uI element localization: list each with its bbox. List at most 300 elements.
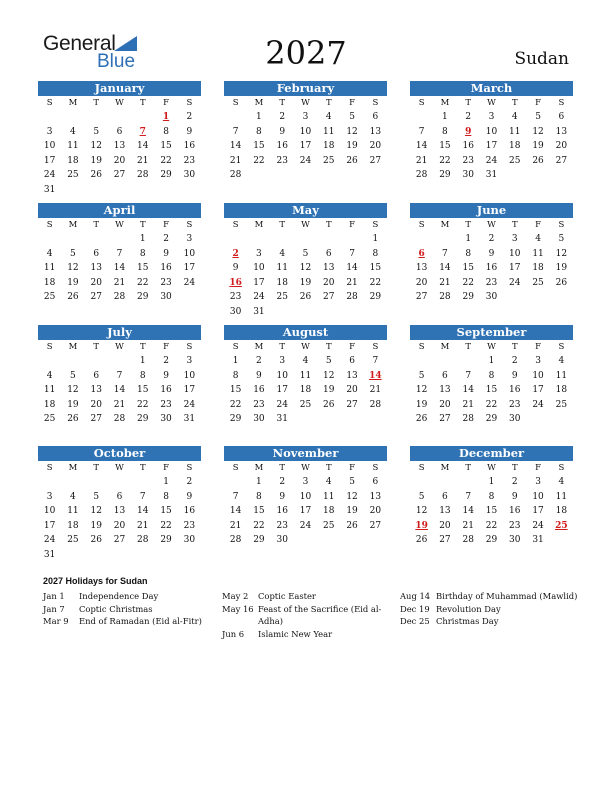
weekday-label: S: [418, 463, 425, 473]
holiday-date: Aug 14: [400, 591, 431, 601]
day-cell: 16: [509, 385, 521, 396]
day-cell: 29: [229, 414, 242, 425]
weekday-label: F: [349, 98, 356, 108]
day-cell: 6: [325, 248, 332, 259]
holiday-date: Jun 6: [222, 628, 245, 639]
day-cell: 16: [253, 385, 265, 396]
day-cell: 3: [488, 112, 495, 122]
weekday-label: F: [535, 98, 542, 108]
day-cell: 9: [511, 491, 518, 502]
day-cell: 12: [323, 370, 335, 381]
day-cell: 2: [163, 234, 169, 244]
day-cell: 1: [372, 234, 379, 244]
day-cell: 10: [532, 370, 544, 381]
weekday-header: [224, 218, 387, 232]
day-cell: 11: [276, 263, 288, 274]
empty-day-cell: [340, 232, 363, 247]
weekday-label: W: [301, 463, 310, 473]
day-cell: 1: [163, 477, 169, 487]
day-cell: 3: [46, 126, 53, 137]
day-cell: 19: [90, 155, 102, 166]
day-cell: 15: [160, 141, 172, 152]
day-grid: [410, 110, 573, 183]
weekday-label: M: [440, 98, 450, 108]
day-cell: 25: [555, 399, 568, 410]
weekday-label: S: [232, 463, 239, 473]
day-cell: 25: [323, 155, 335, 166]
day-cell: 2: [488, 234, 495, 244]
weekday-label: F: [163, 98, 170, 108]
day-cell: 25: [323, 520, 335, 531]
day-cell: 30: [183, 170, 196, 181]
weekday-label: F: [349, 220, 356, 230]
weekday-label: T: [139, 98, 146, 108]
day-cell: 15: [229, 385, 242, 396]
day-cell: 3: [302, 112, 309, 122]
day-cell: 30: [509, 535, 521, 546]
month-header: October: [38, 446, 201, 461]
day-cell: 30: [160, 292, 172, 303]
day-cell: 11: [323, 126, 335, 137]
weekday-label: W: [301, 342, 310, 352]
day-cell: 6: [442, 491, 448, 502]
day-cell: 17: [532, 506, 544, 517]
day-cell: 26: [415, 535, 428, 546]
day-cell: 24: [509, 277, 521, 288]
day-cell: 20: [113, 520, 126, 531]
day-cell: 20: [90, 399, 102, 410]
empty-day-cell: [433, 354, 456, 369]
day-cell: 5: [325, 356, 332, 366]
holiday-date: Jan 1: [43, 591, 65, 601]
weekday-label: M: [254, 98, 264, 108]
day-cell: 24: [276, 399, 288, 410]
holiday-name: End of Ramadan (Eid al-Fitr): [79, 616, 202, 626]
day-cell: 27: [90, 414, 102, 425]
day-cell: 9: [511, 370, 518, 381]
weekday-label: T: [465, 463, 472, 473]
weekday-label: S: [558, 463, 565, 473]
day-cell: 14: [113, 263, 126, 274]
day-cell: 15: [439, 141, 451, 152]
day-cell: 24: [299, 155, 312, 166]
weekday-label: S: [232, 98, 239, 108]
weekday-label: T: [465, 342, 472, 352]
day-cell: 17: [276, 385, 288, 396]
holiday-name: Christmas Day: [436, 616, 499, 626]
day-cell: 22: [137, 277, 149, 288]
weekday-label: W: [487, 463, 496, 473]
weekday-label: S: [232, 342, 239, 352]
day-cell: 29: [462, 292, 474, 303]
day-cell: 20: [113, 155, 126, 166]
day-cell: 5: [70, 248, 76, 259]
weekday-header: [410, 96, 573, 110]
day-cell: 6: [372, 112, 379, 122]
holiday-date: Jan 7: [43, 603, 65, 614]
day-cell: 14: [229, 141, 242, 152]
day-cell: 14: [113, 385, 126, 396]
day-cell: 8: [256, 126, 262, 137]
weekday-label: T: [93, 342, 100, 352]
day-cell: 25: [532, 277, 544, 288]
day-cell: 26: [90, 535, 102, 546]
day-cell: 31: [43, 549, 56, 560]
day-cell: 7: [139, 491, 146, 502]
weekday-label: F: [163, 342, 170, 352]
weekday-label: S: [46, 342, 53, 352]
day-cell: 9: [488, 248, 495, 259]
month-april: [38, 203, 201, 305]
day-cell: 30: [253, 414, 265, 425]
day-grid: [410, 475, 573, 548]
weekday-label: M: [440, 342, 450, 352]
holiday-name: Islamic New Year: [258, 628, 333, 639]
day-cell: 14: [137, 506, 149, 517]
day-cell: 11: [67, 506, 79, 517]
weekday-label: S: [372, 463, 379, 473]
empty-day-cell: [61, 475, 84, 490]
day-cell: 10: [43, 141, 56, 152]
day-cell: 8: [372, 248, 379, 259]
weekday-label: T: [511, 463, 518, 473]
weekday-label: T: [279, 463, 286, 473]
weekday-label: T: [511, 220, 518, 230]
day-cell: 22: [462, 277, 474, 288]
weekday-header: [410, 340, 573, 354]
weekday-label: T: [139, 220, 146, 230]
day-cell: 30: [462, 170, 474, 181]
empty-day-cell: [247, 232, 270, 247]
day-cell: 5: [418, 370, 425, 381]
day-cell: 21: [137, 155, 149, 166]
day-cell: 16: [183, 141, 196, 152]
logo-text-general: General: [43, 32, 116, 55]
day-cell: 4: [325, 477, 332, 487]
weekday-label: S: [186, 342, 193, 352]
holiday-day-cell: 25: [555, 520, 568, 531]
empty-day-cell: [61, 354, 84, 369]
weekday-label: T: [325, 342, 332, 352]
day-cell: 24: [485, 155, 498, 166]
empty-day-cell: [38, 110, 61, 125]
weekday-label: T: [325, 98, 332, 108]
weekday-label: S: [418, 98, 425, 108]
day-cell: 31: [43, 184, 56, 195]
weekday-label: T: [93, 463, 100, 473]
day-cell: 18: [276, 277, 288, 288]
day-cell: 5: [349, 112, 355, 122]
day-cell: 2: [511, 477, 518, 487]
weekday-label: F: [163, 463, 170, 473]
month-header: June: [410, 203, 573, 218]
holiday-name: Birthday of Muhammad (Mawlid): [436, 591, 578, 601]
weekday-label: S: [558, 342, 565, 352]
weekday-label: W: [115, 342, 124, 352]
day-cell: 23: [485, 277, 498, 288]
day-cell: 20: [415, 277, 428, 288]
day-cell: 28: [462, 535, 474, 546]
day-cell: 20: [346, 385, 358, 396]
day-cell: 17: [532, 385, 544, 396]
day-cell: 27: [346, 399, 358, 410]
day-cell: 18: [43, 399, 56, 410]
month-header: March: [410, 81, 573, 96]
weekday-label: S: [372, 220, 379, 230]
day-cell: 29: [439, 170, 451, 181]
day-cell: 9: [163, 248, 169, 259]
empty-day-cell: [457, 354, 480, 369]
weekday-label: S: [186, 463, 193, 473]
holiday-day-cell: 2: [232, 248, 239, 259]
day-cell: 3: [46, 491, 53, 502]
empty-day-cell: [131, 110, 154, 125]
day-cell: 20: [439, 520, 451, 531]
day-cell: 27: [323, 292, 335, 303]
day-cell: 15: [160, 506, 172, 517]
day-cell: 18: [43, 277, 56, 288]
day-cell: 12: [67, 263, 79, 274]
holiday-day-cell: 7: [139, 126, 146, 137]
weekday-label: T: [93, 98, 100, 108]
empty-day-cell: [38, 475, 61, 490]
day-cell: 30: [183, 535, 196, 546]
day-cell: 12: [90, 141, 102, 152]
day-cell: 14: [439, 263, 451, 274]
day-cell: 17: [485, 141, 498, 152]
day-cell: 8: [465, 248, 472, 259]
weekday-label: S: [372, 342, 379, 352]
weekday-label: W: [301, 220, 310, 230]
month-march: [410, 81, 573, 183]
day-cell: 21: [369, 385, 382, 396]
weekday-label: M: [440, 463, 450, 473]
day-cell: 13: [439, 506, 451, 517]
day-cell: 4: [70, 126, 76, 137]
day-cell: 23: [462, 155, 474, 166]
day-cell: 6: [93, 370, 100, 381]
day-cell: 8: [442, 126, 448, 137]
day-cell: 1: [465, 234, 472, 244]
day-cell: 12: [299, 263, 312, 274]
weekday-label: T: [279, 342, 286, 352]
day-cell: 7: [418, 126, 425, 137]
day-cell: 17: [253, 277, 265, 288]
empty-day-cell: [85, 232, 108, 247]
day-cell: 17: [43, 520, 56, 531]
day-cell: 21: [113, 277, 126, 288]
day-cell: 30: [485, 292, 498, 303]
day-cell: 3: [535, 477, 541, 487]
empty-day-cell: [224, 232, 247, 247]
day-cell: 10: [183, 248, 196, 259]
day-cell: 21: [229, 155, 242, 166]
day-grid: [38, 110, 201, 198]
day-cell: 22: [439, 155, 451, 166]
month-august: [224, 325, 387, 427]
day-cell: 18: [509, 141, 521, 152]
day-cell: 19: [67, 277, 79, 288]
empty-day-cell: [85, 475, 108, 490]
day-cell: 3: [279, 356, 286, 366]
day-cell: 11: [555, 491, 568, 502]
day-cell: 26: [67, 292, 79, 303]
day-cell: 4: [535, 234, 541, 244]
day-cell: 15: [253, 506, 265, 517]
day-cell: 17: [299, 506, 312, 517]
day-cell: 9: [232, 263, 239, 274]
day-cell: 26: [555, 277, 568, 288]
day-cell: 25: [67, 535, 79, 546]
day-cell: 28: [346, 292, 358, 303]
empty-day-cell: [131, 475, 154, 490]
month-header: January: [38, 81, 201, 96]
day-cell: 4: [511, 112, 518, 122]
day-cell: 18: [555, 506, 568, 517]
day-cell: 14: [229, 506, 242, 517]
empty-day-cell: [61, 232, 84, 247]
day-cell: 12: [415, 506, 428, 517]
weekday-label: W: [487, 98, 496, 108]
empty-day-cell: [271, 232, 294, 247]
month-header: August: [224, 325, 387, 340]
day-cell: 13: [90, 385, 102, 396]
weekday-label: S: [232, 220, 239, 230]
weekday-label: F: [349, 342, 356, 352]
day-cell: 10: [253, 263, 265, 274]
day-cell: 4: [46, 248, 53, 259]
day-cell: 25: [276, 292, 288, 303]
holiday-day-cell: 14: [369, 370, 382, 381]
day-cell: 6: [372, 477, 379, 487]
weekday-label: F: [349, 463, 356, 473]
day-cell: 9: [186, 491, 193, 502]
day-cell: 19: [323, 385, 335, 396]
day-cell: 21: [137, 520, 149, 531]
day-cell: 8: [488, 491, 495, 502]
weekday-label: M: [68, 220, 78, 230]
day-cell: 19: [346, 141, 358, 152]
day-cell: 27: [439, 414, 451, 425]
day-cell: 24: [299, 520, 312, 531]
day-cell: 26: [90, 170, 102, 181]
day-cell: 4: [558, 356, 565, 366]
day-cell: 16: [509, 506, 521, 517]
day-cell: 6: [116, 126, 123, 137]
day-cell: 8: [232, 370, 239, 381]
day-cell: 23: [509, 520, 521, 531]
weekday-label: T: [279, 220, 286, 230]
weekday-label: S: [46, 98, 53, 108]
weekday-label: M: [254, 463, 264, 473]
day-cell: 11: [67, 141, 79, 152]
empty-day-cell: [410, 232, 433, 247]
holiday-day-cell: 19: [415, 520, 428, 531]
day-cell: 15: [485, 506, 498, 517]
day-cell: 14: [462, 385, 474, 396]
day-cell: 21: [439, 277, 451, 288]
day-cell: 22: [137, 399, 149, 410]
day-cell: 27: [555, 155, 568, 166]
day-cell: 28: [462, 414, 474, 425]
day-cell: 21: [113, 399, 126, 410]
empty-day-cell: [317, 232, 340, 247]
day-cell: 31: [485, 170, 498, 181]
day-cell: 16: [485, 263, 498, 274]
day-cell: 22: [485, 520, 498, 531]
month-header: September: [410, 325, 573, 340]
day-cell: 21: [462, 399, 474, 410]
weekday-label: T: [139, 463, 146, 473]
day-cell: 21: [229, 520, 242, 531]
day-cell: 7: [465, 491, 472, 502]
day-cell: 22: [160, 155, 172, 166]
month-header: May: [224, 203, 387, 218]
day-cell: 29: [485, 535, 498, 546]
day-cell: 25: [43, 292, 56, 303]
holiday-date: Mar 9: [43, 616, 69, 626]
day-cell: 25: [509, 155, 521, 166]
day-cell: 13: [90, 263, 102, 274]
day-cell: 18: [532, 263, 544, 274]
day-cell: 18: [323, 141, 335, 152]
day-cell: 6: [349, 356, 355, 366]
weekday-label: S: [186, 220, 193, 230]
day-cell: 11: [323, 491, 335, 502]
day-cell: 9: [279, 126, 286, 137]
day-cell: 19: [299, 277, 312, 288]
day-cell: 12: [555, 248, 568, 259]
day-grid: [410, 232, 573, 305]
day-cell: 25: [43, 414, 56, 425]
weekday-label: F: [535, 220, 542, 230]
day-cell: 31: [253, 306, 265, 317]
day-cell: 24: [183, 277, 196, 288]
day-cell: 29: [160, 170, 172, 181]
month-july: [38, 325, 201, 427]
weekday-label: T: [139, 342, 146, 352]
day-cell: 24: [183, 399, 196, 410]
day-cell: 2: [186, 477, 193, 487]
day-cell: 13: [555, 126, 568, 137]
day-cell: 9: [186, 126, 193, 137]
empty-day-cell: [410, 354, 433, 369]
weekday-label: S: [418, 342, 425, 352]
day-cell: 22: [369, 277, 382, 288]
holiday-name: Feast of the Sacrifice (Eid al-Adha): [258, 603, 382, 626]
day-cell: 21: [346, 277, 358, 288]
day-cell: 8: [256, 491, 262, 502]
weekday-header: [38, 461, 201, 475]
holiday-name: Independence Day: [79, 591, 159, 601]
weekday-label: M: [254, 220, 264, 230]
day-cell: 27: [113, 535, 126, 546]
day-cell: 12: [90, 506, 102, 517]
day-cell: 2: [511, 356, 518, 366]
weekday-label: W: [301, 98, 310, 108]
day-cell: 10: [299, 491, 312, 502]
day-cell: 24: [43, 170, 56, 181]
day-cell: 2: [279, 112, 286, 122]
day-cell: 3: [511, 234, 518, 244]
day-cell: 20: [369, 506, 382, 517]
day-cell: 27: [90, 292, 102, 303]
day-grid: [38, 475, 201, 563]
weekday-label: F: [535, 342, 542, 352]
holiday-list: [43, 576, 583, 639]
day-cell: 30: [229, 306, 242, 317]
month-february: [224, 81, 387, 183]
